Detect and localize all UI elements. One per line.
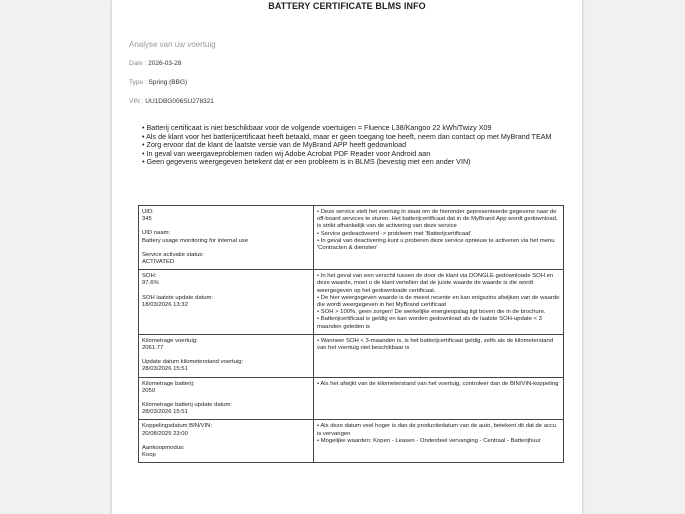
soh-date-label: SOH laatste update datum: <box>142 294 214 301</box>
battery-mileage-date-label: Kilometrage batterij update datum: <box>142 402 233 409</box>
analysis-title: Analyse van uw voertuig <box>129 40 216 49</box>
vin-label: VIN : <box>129 98 144 105</box>
type-row <box>129 79 187 86</box>
note-item: • Als de klant voor het batterijcertificaat heeft betaald, maar er geen toegang toe heeft, neem dan contact op met MyBrand TEAM <box>140 133 570 142</box>
note-text: • Mogelijke waarden: Kopen - Leasen - Onderdeel vervanging - Centraal - Batterijhuur <box>317 437 541 444</box>
certificate-page <box>112 0 582 514</box>
vehicle-mileage-date-value: 28/03/2026 15:51 <box>142 366 188 373</box>
left-cell <box>139 206 314 270</box>
right-cell <box>314 377 564 420</box>
note-text: • De hier weergegeven waarde is de meest recente en kan enigszins afwijken van de waarde die wordt weergegeven in het MyBrand certificaat <box>317 294 560 309</box>
left-cell <box>139 334 314 377</box>
table-row-vehicle-mileage <box>139 334 564 377</box>
note-text: • Als deze datum veel hoger is dan de productiedatum van de auto, betekent dit dat de accu is vervangen <box>317 423 557 437</box>
type-value: Spring (BBG) <box>148 79 188 86</box>
uid-name-label: UID naam: <box>142 230 171 237</box>
purchase-mode-label: Aankoopmodus: <box>142 444 185 451</box>
left-cell <box>139 270 314 335</box>
table-row-coupling <box>139 420 564 463</box>
note-item: • Batterij certificaat is niet beschikbaar voor de volgende voertuigen = Fluence L38/Kangoo 22 kWh/Twizy X09 <box>140 124 570 133</box>
right-cell <box>314 270 564 335</box>
note-item: • In geval van weergaveproblemen raden wij Adobe Acrobat PDF Reader voor Android aan <box>140 150 570 159</box>
note-text: • Service gedeactiveerd -> probleem met 'Batterijcertificaat' <box>317 230 472 237</box>
date-value: 2026-03-28 <box>148 60 182 67</box>
vin-value: UU1DBG006SU278321 <box>145 98 214 105</box>
coupling-date-value: 20/08/2025 23:00 <box>142 430 188 437</box>
uid-label: UID: <box>142 209 154 215</box>
info-table <box>138 205 564 463</box>
note-text: • Deze service stelt het voertuig in staat om de hieronder gepresenteerde gegevens naar de off-board services te sturen. Het batterijcertificaat dat in de MyBrand App wordt gedownload, is strikt afhankelijk van de activering van deze service <box>317 209 558 230</box>
vehicle-mileage-date-label: Update datum kilometerstand voertuig: <box>142 359 244 366</box>
date-row <box>129 60 181 67</box>
service-status-value: ACTIVATED <box>142 259 175 266</box>
uid-value: 345 <box>142 216 152 223</box>
table-row-service <box>139 206 564 270</box>
page-title: BATTERY CERTIFICATE BLMS INFO <box>268 1 426 11</box>
table-row-soh <box>139 270 564 335</box>
battery-mileage-date-value: 28/03/2026 15:51 <box>142 409 188 416</box>
vehicle-mileage-label: Kilometrage voertuig: <box>142 337 198 344</box>
right-cell <box>314 334 564 377</box>
left-cell <box>139 420 314 463</box>
note-text: • In geval van deactivering kunt u proberen deze service opnieuw te activeren via het menu 'Contracten & diensten' <box>317 237 555 252</box>
table-row-battery-mileage <box>139 377 564 420</box>
type-label: Type : <box>129 79 147 86</box>
note-text: • Als het afwijkt van de kilometerstand van het voertuig, controleer dan de BIN/VIN-koppeling <box>317 380 559 387</box>
vehicle-mileage-value: 2061.77 <box>142 345 164 352</box>
service-status-label: Service activatie status: <box>142 251 204 258</box>
coupling-date-label: Koppelingsdatum BIN/VIN: <box>142 423 213 430</box>
purchase-mode-value: Koop <box>142 452 156 459</box>
note-text: • In het geval van een verschil tussen de door de klant via DONGLE gedownloade SOH en deze waarde, moet u de klant vertellen dat de juiste waarde de waarde is die wordt weergegeven op het gedownloade certificaat. <box>317 273 554 294</box>
battery-mileage-value: 2050 <box>142 387 156 394</box>
uid-name-value: Battery usage monitoring for internal use <box>142 237 249 244</box>
note-item: • Zorg ervoor dat de klant de laatste versie van de MyBrand APP heeft gedownload <box>140 141 570 150</box>
soh-date-value: 18/03/2026 13:32 <box>142 301 188 308</box>
right-cell <box>314 420 564 463</box>
battery-mileage-label: Kilometrage batterij: <box>142 380 195 387</box>
note-text: • SOH > 100%, geen zorgen! De werkelijke energieopslag ligt boven die in de brochure. <box>317 309 546 316</box>
notes-list <box>140 124 570 167</box>
note-item: • Geen gegevens weergegeven betekent dat er een probleem is in BLMS (bevestig met een ander VIN) <box>140 158 570 167</box>
vin-row <box>129 98 214 105</box>
note-text: • Batterijcertificaat is geldig en kan worden gedownload als de laatste SOH-update < 3 maanden geleden is <box>317 316 542 330</box>
right-cell <box>314 206 564 270</box>
note-text: • Wanneer SOH < 3-maanden is, is het batterijcertificaat geldig, zelfs als de kilometerstand van het voertuig niet beschikbaar is <box>317 337 554 352</box>
left-cell <box>139 377 314 420</box>
soh-value: 97.6% <box>142 280 159 287</box>
date-label: Date : <box>129 60 147 67</box>
soh-label: SOH: <box>142 273 157 280</box>
